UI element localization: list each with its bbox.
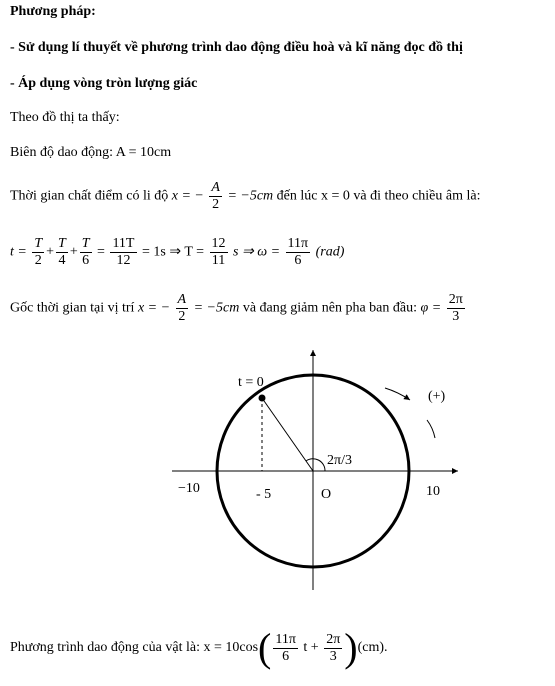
plus-label: (+) [428, 389, 446, 404]
angle-label: 2π/3 [327, 453, 352, 468]
minus-5cm: = −5cm [227, 188, 274, 204]
fraction-a-over-2: $\frac{A}{2}$ [211, 180, 220, 212]
intro-text: Theo đồ thị ta thấy: [10, 110, 120, 125]
radius-line [262, 398, 313, 471]
heading: Phương pháp: [10, 4, 96, 19]
bullet-2: - Áp dụng vòng tròn lượng giác [10, 76, 198, 91]
direction-arrow [385, 388, 410, 400]
minus10-label: −10 [178, 481, 200, 496]
origin-label: O [321, 487, 332, 502]
time-text-before: Thời gian chất điểm có li độ [10, 188, 169, 204]
amplitude-text: Biên độ dao động: A = 10cm [10, 145, 172, 160]
plus10-label: 10 [426, 484, 440, 499]
initial-point [259, 395, 266, 402]
final-equation: Phương trình dao động của vật là: x = 10cos( $\frac{11\pi}{6}$ t + $\frac{2\pi}{3}$ )(cm). [10, 625, 388, 670]
direction-tail [427, 420, 435, 438]
phase-statement: Gốc thời gian tại vị trí x = − $\frac{A}{2}$ = −5cm và đang giảm nên pha ban đầu: φ = $\frac{2\pi}{3}$ [10, 292, 463, 324]
x-equals: x = − [171, 188, 204, 204]
period-equation: t = $\frac{T}{2}$ + $\frac{T}{4}$ + $\frac{T}{6}$ = $\frac{11T}{12}$ = 1s ⇒ T = $\frac{12}{11}$ s ⇒ ω = $\frac{11\pi}{6}$ (rad) [10, 236, 345, 268]
t0-label: t = 0 [238, 375, 264, 390]
trig-circle-diagram [0, 340, 555, 640]
bullet-1: - Sử dụng lí thuyết về phương trình dao động điều hoà và kĩ năng đọc đồ thị [10, 40, 463, 55]
minus5-label: - 5 [256, 487, 272, 502]
time-statement [10, 180, 481, 213]
time-text-after: đến lúc x = 0 và đi theo chiều âm là: [276, 188, 481, 204]
